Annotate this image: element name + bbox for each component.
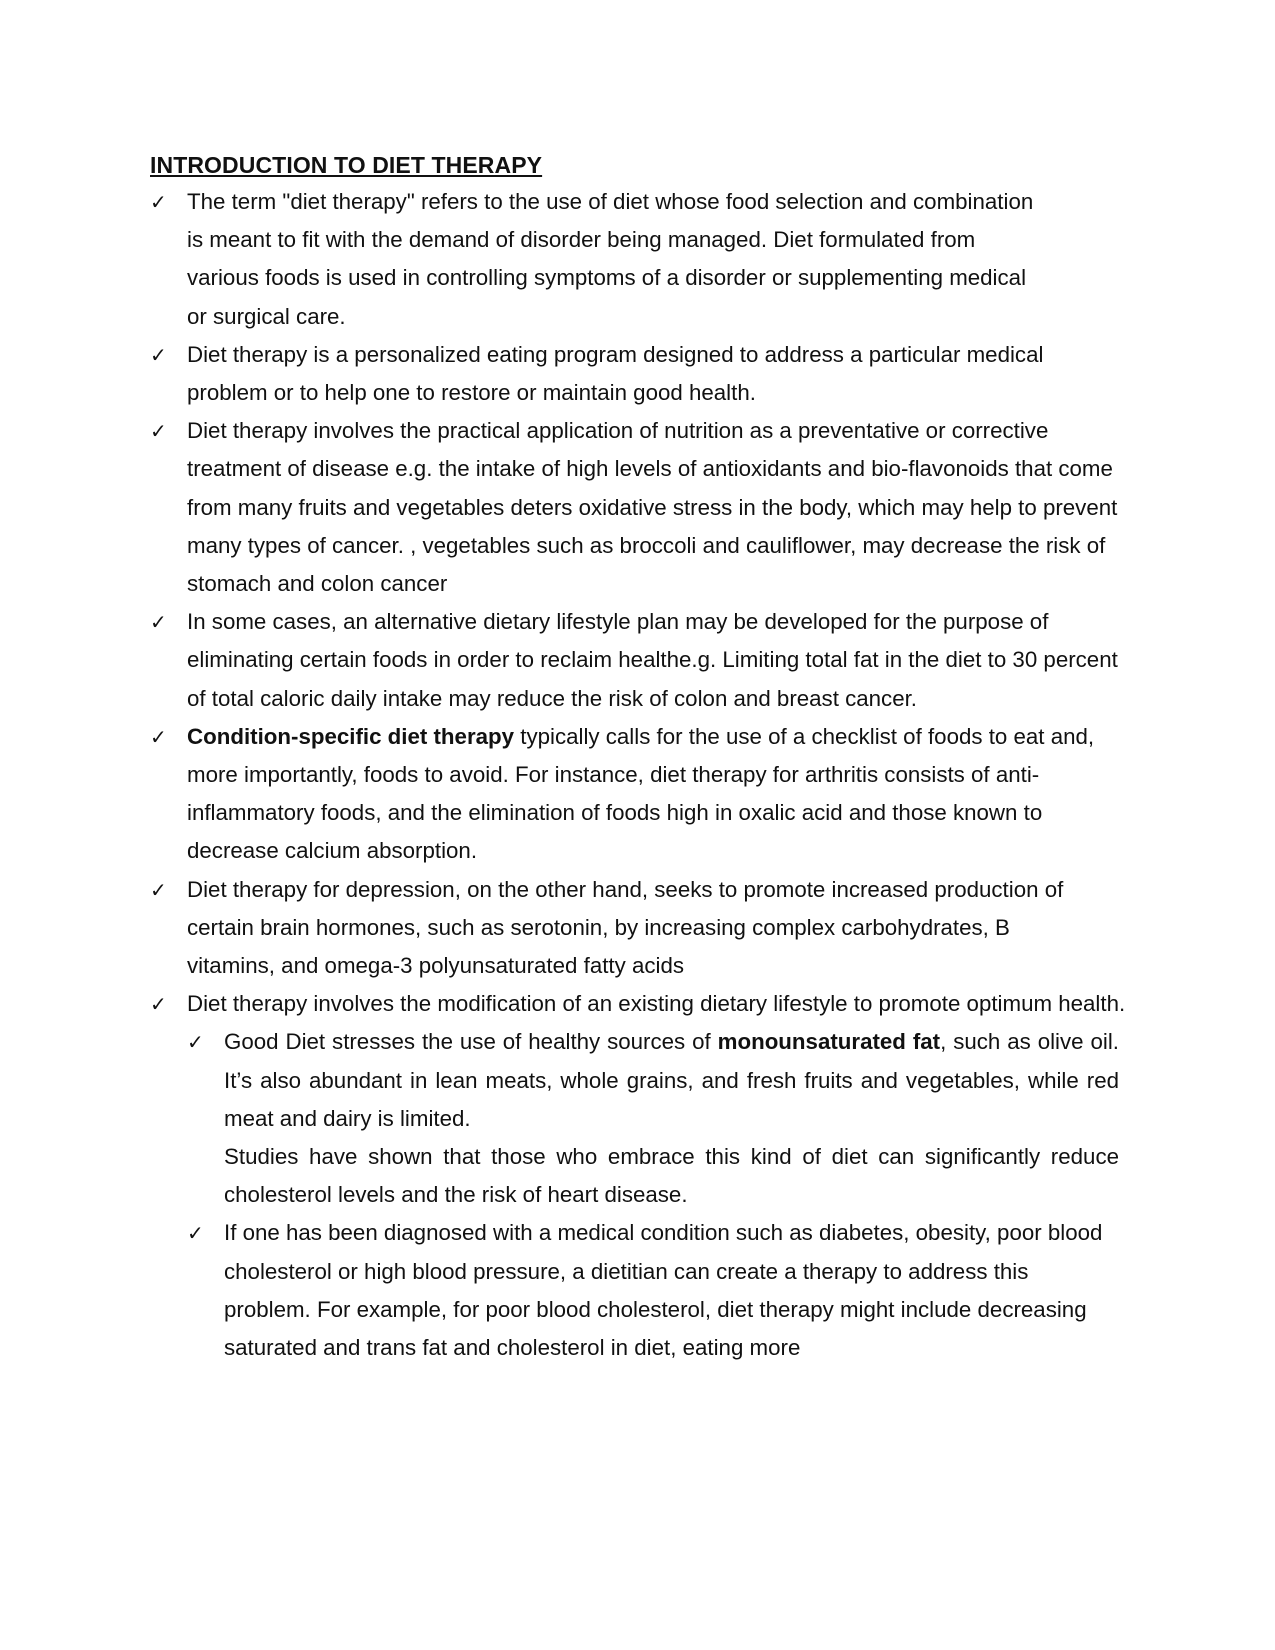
item-text: Diet therapy is a personalized eating program designed to address a particular medical problem or to help one to restore or maintain good health. <box>187 341 1044 406</box>
checkmark-icon: ✓ <box>187 1221 204 1246</box>
item-text: typically calls for the use of a checklist of foods to eat and, more importantly, foods to avoid. For instance, diet therapy for arthritis consists of anti-inflammatory foods, and the elimination of foods high in oxalic acid and those known to decrease calcium absorption. <box>187 723 1095 864</box>
item-text: Diet therapy involves the practical application of nutrition as a preventative or corrective treatment of disease e.g. the intake of high levels of antioxidants and bio-flavonoids that come from many fruits and vegetables deters oxidative stress in the body, which may help to prevent many types of cancer. , vegetables such as broccoli and cauliflower, may decrease the risk of stomach and colon cancer <box>187 418 1118 597</box>
checkmark-icon: ✓ <box>150 419 167 444</box>
list-item <box>150 412 1122 603</box>
sub-item-text-continued: , such as olive oil. It’s also abundant in lean meats, whole grains, and fresh fruits and vegetables, while red meat and dairy is limited. <box>224 1029 1119 1131</box>
item-bold-text: Condition-specific diet therapy <box>187 723 515 749</box>
item-text: Diet therapy involves the modification of an existing dietary lifestyle to promote optimum health. <box>187 991 1126 1017</box>
checkmark-icon: ✓ <box>150 610 167 635</box>
list-item <box>150 603 1127 718</box>
checkmark-icon: ✓ <box>187 1030 204 1055</box>
sub-bullet-list <box>187 1023 1127 1367</box>
list-item <box>150 718 1117 871</box>
sub-item-text: If one has been diagnosed with a medical condition such as diabetes, obesity, poor blood cholesterol or high blood pressure, a dietitian can create a therapy to address this problem. For example, for poor blood cholesterol, diet therapy might include decreasing saturated and trans fat and cholesterol in diet, eating more <box>224 1220 1103 1361</box>
bullet-list <box>150 183 1125 1367</box>
checkmark-icon: ✓ <box>150 724 167 749</box>
list-item <box>150 336 1057 412</box>
item-text: In some cases, an alternative dietary lifestyle plan may be developed for the purpose of eliminating certain foods in order to reclaim healthe.g. Limiting total fat in the diet to 30 percent of total caloric daily intake may reduce the risk of colon and breast cancer. <box>187 609 1118 711</box>
checkmark-icon: ✓ <box>150 877 167 902</box>
checkmark-icon: ✓ <box>150 190 167 214</box>
checkmark-icon: ✓ <box>150 992 167 1017</box>
sub-item-text: Good Diet stresses the use of healthy sources of <box>224 1029 718 1055</box>
sub-list-item <box>187 1023 1119 1214</box>
document-page <box>150 150 1125 1367</box>
sub-item-paragraph: Studies have shown that those who embrace this kind of diet can significantly reduce cholesterol levels and the risk of heart disease. <box>224 1144 1119 1208</box>
list-item <box>150 985 1127 1367</box>
checkmark-icon: ✓ <box>150 342 167 367</box>
item-text: Diet therapy for depression, on the other hand, seeks to promote increased production of certain brain hormones, such as serotonin, by increasing complex carbohydrates, B vitamins, and omega-3 polyunsaturated fatty acids <box>187 876 1064 979</box>
sub-item-bold-text: monounsaturated fat <box>717 1029 941 1055</box>
document-title: INTRODUCTION TO DIET THERAPY <box>150 152 543 178</box>
sub-list-item <box>187 1214 1119 1367</box>
item-text: The term "diet therapy" refers to the use of diet whose food selection and combination is meant to fit with the demand of disorder being managed. Diet formulated from various foods is used in controlling symptoms of a disorder or supplementing medical or surgical care. <box>187 189 1034 329</box>
list-item <box>150 871 1077 986</box>
list-item <box>150 183 1037 336</box>
